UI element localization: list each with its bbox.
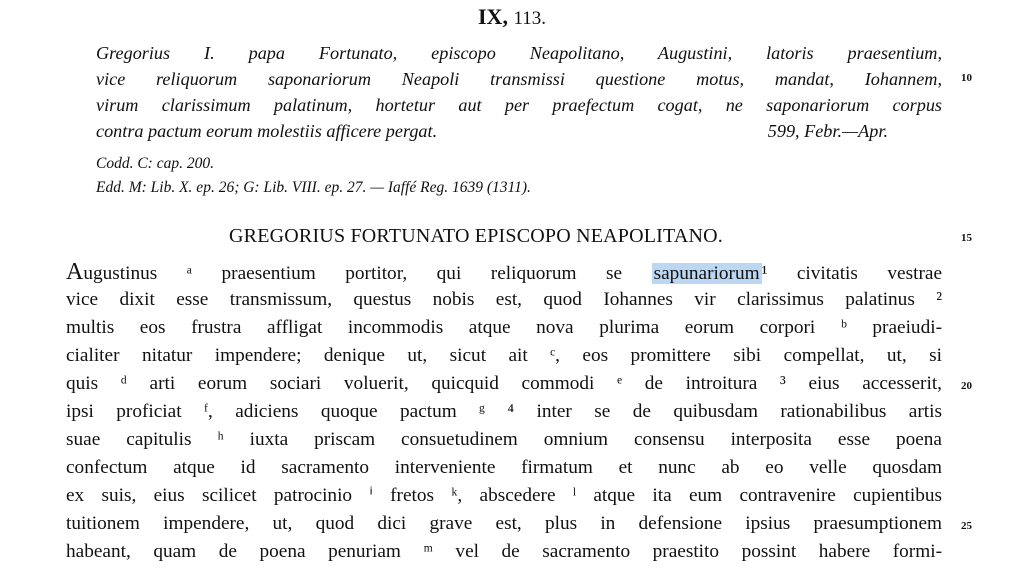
line-number-15: 15 (961, 232, 972, 244)
body-line-text: Augustinus ᵃ praesentium portitor, qui reliquorum se (66, 259, 623, 285)
body-line: quis ᵈ arti eorum sociari voluerit, quicquid commodi ᵉ de introitura ³ eius accesserit, (66, 373, 942, 394)
letter-heading (0, 2, 1024, 34)
body-line: confectum atque id sacramento interveniente firmatum et nunc ab eo velle quosdam (66, 457, 942, 478)
body-line: cialiter nitatur impendere; denique ut, sicut ait ᶜ, eos promittere sibi compellat, ut, si (66, 345, 942, 366)
letter-title: GREGORIUS FORTUNATO EPISCOPO NEAPOLITANO. (229, 225, 723, 247)
book-letter-number: IX, (478, 4, 508, 29)
codices-line: Codd. C: cap. 200. (96, 155, 214, 172)
letter-body (66, 258, 942, 566)
body-line: ex suis, eius scilicet patrocinio ⁱ fretos ᵏ, abscedere ˡ atque ita eum contravenire cupientibus (66, 485, 942, 506)
summary-line-text: contra pactum eorum molestiis afficere pergat. (96, 121, 438, 141)
body-line: tuitionem impendere, ut, quod dici grave est, plus in defensione ipsius praesumptionem (66, 513, 942, 534)
body-line-text: ¹ civitatis vestrae (761, 263, 943, 284)
body-line: vice dixit esse transmissum, questus nobis est, quod Iohannes vir clarissimus palatinus ² (66, 289, 942, 310)
summary-line: virum clarissimum palatinum, hortetur aut per praefectum cogat, ne saponariorum corpus (96, 95, 942, 115)
editions-line: Edd. M: Lib. X. ep. 26; G: Lib. VIII. ep. 27. — Iaffé Reg. 1639 (1311). (96, 179, 531, 196)
manuscript-references (96, 152, 896, 200)
body-line (66, 258, 942, 286)
letter-index: 113. (513, 8, 546, 29)
line-number-25: 25 (961, 520, 972, 532)
body-line: suae capitulis ʰ iuxta priscam consuetudinem omnium consensu interposita esse poena (66, 429, 942, 450)
line-number-20: 20 (961, 380, 972, 392)
body-line: habeant, quam de poena penuriam ᵐ vel de sacramento praestito possint habere formi- (66, 541, 942, 562)
summary-line: vice reliquorum saponariorum Neapoli transmissi questione motus, mandat, Iohannem, (96, 69, 942, 89)
letter-date: 599, Febr.—Apr. (767, 121, 888, 141)
line-number-10: 10 (961, 72, 972, 84)
body-line: multis eos frustra affligat incommodis atque nova plurima eorum corpori ᵇ praeiudi- (66, 317, 942, 338)
body-line: ipsi proficiat ᶠ, adiciens quoque pactum ᵍ ⁴ inter se de quibusdam rationabilibus artis (66, 401, 942, 422)
selected-word[interactable]: sapunariorum (653, 263, 760, 284)
summary-line: Gregorius I. papa Fortunato, episcopo Neapolitano, Augustini, latoris praesentium, (96, 43, 942, 63)
summary-line (96, 118, 942, 144)
letter-summary (96, 40, 942, 144)
